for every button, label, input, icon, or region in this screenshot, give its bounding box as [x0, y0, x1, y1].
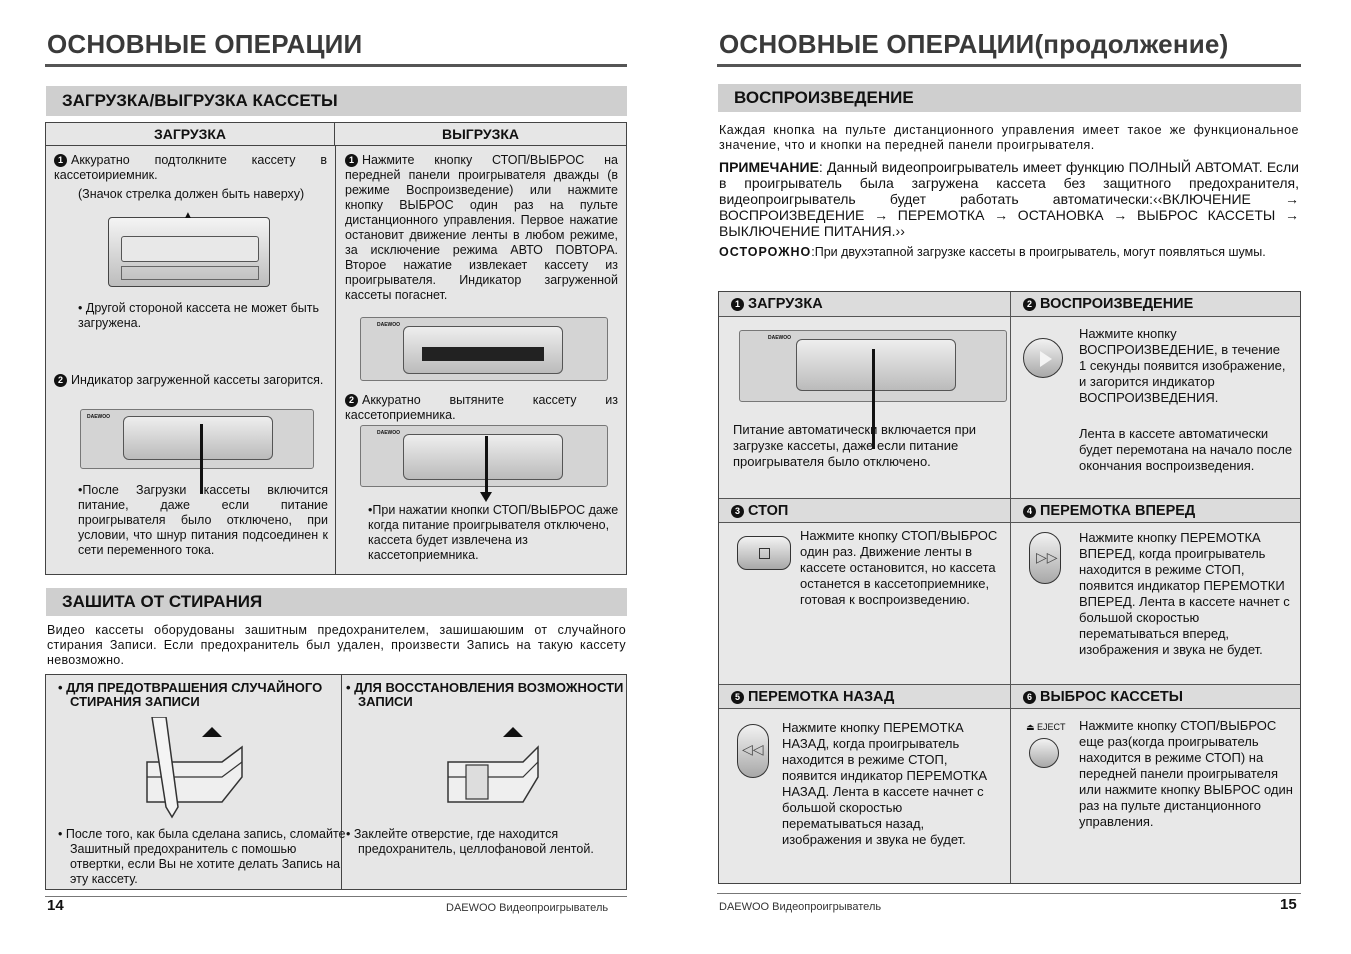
cell-stop-head: 3 СТОП: [719, 498, 1010, 523]
load-step-1-note: (Значок стрелка должен быть наверху): [78, 187, 305, 201]
cell-stop-text: Нажмите кнопку СТОП/ВЫБРОС один раз. Движение ленты в кассете остановится, но кассета останется в кассетоприемнике, готовая к воспроизведению.: [800, 528, 998, 607]
cassette-box: [45, 122, 627, 575]
cell-load-text: Питание автоматически включается при загрузке кассеты, даже если питание проигрывателя было отключено.: [733, 422, 977, 469]
cell-play-text: Нажмите кнопку ВОСПРОИЗВЕДЕНИЕ, в течение 1 секунды появится изображение, и загорится индикатор ВОСПРОИЗВЕДЕНИЯ.: [1079, 326, 1286, 405]
vcr-loaded-illustration: [80, 409, 314, 469]
play-button: [1023, 338, 1063, 378]
break-tab-illustration: [142, 717, 252, 821]
brand-mark: DAEWOO: [377, 322, 401, 328]
eject-label: ⏏ EJECT: [1026, 722, 1066, 732]
eject-arrow-shaft: [485, 436, 488, 494]
protection-section-heading: ЗАШИТА ОТ СТИРАНИЯ: [46, 588, 627, 616]
unload-step-2: 2 Аккуратно вытяните кассету из кассетоприемника.: [345, 393, 618, 422]
cell-play-head: 2 ВОСПРОИЗВЕДЕНИЕ: [1011, 292, 1300, 317]
playback-section-heading: ВОСПРОИЗВЕДЕНИЕ: [718, 84, 1301, 112]
vcr-load-illustration: [739, 330, 1007, 402]
left-page-title: ОСНОВНЫЕ ОПЕРАЦИИ: [47, 29, 363, 59]
eject-button: [1029, 738, 1059, 768]
vcr-slot-opening: [422, 347, 544, 361]
stop-icon: [759, 548, 770, 559]
cassette-illustration: [108, 210, 270, 287]
load-step-1: 1 Аккуратно подтолкните кассету в кассетоириемник.: [54, 153, 327, 182]
cell-eject-text: Нажмите кнопку СТОП/ВЫБРОС еще раз(когда проигрыватель находится в режиме СТОП) на передней панели проигрывателя или нажмите кнопку ВЫБРОС один раз на пульте дистанционного управления.: [1079, 718, 1293, 829]
load-step-2: 2 Индикатор загруженной кассеты загорится.: [54, 373, 327, 388]
vcr-slot: [123, 416, 273, 460]
column-divider: [335, 146, 336, 574]
left-footer-rule: [45, 896, 627, 897]
left-title-rule: [45, 64, 627, 67]
right-page-number: 15: [1280, 896, 1297, 913]
unload-bullet: •При нажатии кнопки СТОП/ВЫБРОС даже когда питание проигрывателя отключено, кассета будет извлечена из кассетоприемника.: [368, 503, 619, 562]
rewind-button: [737, 724, 769, 778]
playback-note: ПРИМЕЧАНИЕ: Данный видеопроигрыватель имеет функцию ПОЛНЫЙ АВТОМАТ. Если в проигрыватель была загружена кассета без защитного предохранителя, видеопроигрыватель будет работать автоматически:‹‹ВКЛЮЧЕНИЕ → ВОСПРОИЗВЕДЕНИЕ → ПЕРЕМОТКА → ОСТАНОВКА → ВЫБРОС КАССЕТЫ → ВЫКЛЮЧЕНИЕ ПИТАНИЯ.››: [719, 159, 1299, 239]
vcr-slot: [403, 326, 563, 374]
play-icon: [1040, 351, 1052, 367]
protection-box: [45, 674, 627, 890]
playback-caution: ОСТОРОЖНО:При двухэтапной загрузке кассеты в проигрыватель, могут появляться шумы.: [719, 245, 1266, 259]
restore-record-text: • Заклейте отверстие, где находится предохранитель, целлофановой лентой.: [346, 827, 594, 856]
cell-play-text-2: Лента в кассете автоматически будет перемотана на начало после окончания воспроизведения.: [1079, 426, 1293, 473]
prevent-erase-head: • ДЛЯ ПРЕДОТВРАШЕНИЯ СЛУЧАЙНОГО СТИРАНИЯ ЗАПИСИ: [58, 680, 323, 709]
load-bullet-2: •После Загрузки кассеты включится питание, даже если питание проигрывателя было отключено, при условии, что шнур питания подсоединен к сети переменного тока.: [78, 483, 328, 557]
cell-rew-head: 5 ПЕРЕМОТКА НАЗАД: [719, 684, 1010, 709]
vcr-empty-illustration: [360, 317, 608, 381]
load-bullet-1: • Другой стороной кассета не может быть загружена.: [78, 301, 320, 330]
right-page-title: ОСНОВНЫЕ ОПЕРАЦИИ(продолжение): [719, 29, 1229, 59]
arrow-up-icon: ▲: [183, 210, 193, 221]
unload-column-head: ВЫГРУЗКА: [335, 123, 626, 146]
cell-ff-head: 4 ПЕРЕМОТКА ВПЕРЕД: [1011, 498, 1300, 523]
cell-ff-text: Нажмите кнопку ПЕРЕМОТКА ВПЕРЕД, когда проигрыватель находится в режиме СТОП, появится индикатор ПЕРЕМОТКИ ВПЕРЕД. Лента в кассете начнет с большой скоростью перематываться вперед, изображения и звука не будет.: [1079, 530, 1290, 657]
playback-grid: [718, 291, 1301, 884]
left-page-number: 14: [47, 897, 64, 914]
protection-intro: Видео кассеты оборудованы зашитным предохранителем, зашишаюшим от случайного стирания Записи. Если предохранитель был удален, произвести Запись на такую кассету невозможно.: [47, 623, 626, 667]
brand-mark: DAEWOO: [377, 430, 401, 436]
brand-mark: DAEWOO: [87, 414, 111, 420]
fast-forward-icon: ▷▷: [1036, 549, 1058, 565]
prevent-erase-text: • После того, как была сделана запись, сломайте Зашитный предохранитель с помошью отвертки, если Вы не хотите делать Запись на эту кассету.: [58, 827, 346, 886]
eject-icon: ⏏: [1026, 722, 1035, 732]
tape-cover-illustration: [438, 717, 548, 821]
cell-eject-head: 6 ВЫБРОС КАССЕТЫ: [1011, 684, 1300, 709]
vcr-slot: [403, 434, 563, 480]
cell-rew-text: Нажмите кнопку ПЕРЕМОТКА НАЗАД, когда проигрыватель находится в режиме СТОП, появится индикатор ПЕРЕМОТКА НАЗАД. Лента в кассете начнет с большой скоростью перематываться назад, изображения и звука не будет.: [782, 720, 988, 847]
right-footer-rule: [717, 893, 1301, 894]
right-footer: DAEWOO Видеопроигрыватель: [719, 901, 882, 913]
brand-mark: DAEWOO: [768, 335, 792, 341]
cassette-section-heading: ЗАГРУЗКА/ВЫГРУЗКА КАССЕТЫ: [46, 86, 627, 116]
playback-intro: Каждая кнопка на пульте дистанционного управления имеет такое же функциональное значение, что и кнопки на передней панели проигрывателя.: [719, 123, 1299, 152]
vcr-slot: [796, 339, 956, 391]
left-footer: DAEWOO Видеопроигрыватель: [446, 902, 609, 914]
cell-load-head: 1 ЗАГРУЗКА: [719, 292, 1010, 317]
rewind-icon: ◁◁: [742, 741, 764, 757]
fast-forward-button: [1029, 532, 1061, 584]
right-title-rule: [717, 64, 1301, 67]
load-column-head: ЗАГРУЗКА: [46, 123, 335, 146]
restore-record-head: • ДЛЯ ВОССТАНОВЛЕНИЯ ВОЗМОЖНОСТИ ЗАПИСИ: [346, 680, 624, 709]
stop-button: [737, 536, 791, 570]
cassette-label-area: [121, 266, 259, 280]
unload-step-1: 1 Нажмите кнопку СТОП/ВЫБРОС на передней панели проигрывателя дважды (в режиме Воспроизведение) или нажмите кнопку ВЫБРОС один раз на пульте дистанционного управления. Первое нажатие остановит движение ленты в любом режиме, за исключение режима АВТО ПОВТОРА. Второе нажатие извлекает кассету из проигрывателя. Индикатор загруженной кассеты погаснет.: [345, 153, 618, 302]
vcr-eject-illustration: [360, 425, 608, 487]
cassette-window: [121, 236, 259, 262]
arrow-down-icon: [480, 492, 492, 502]
grid-column-divider: [1010, 292, 1011, 883]
